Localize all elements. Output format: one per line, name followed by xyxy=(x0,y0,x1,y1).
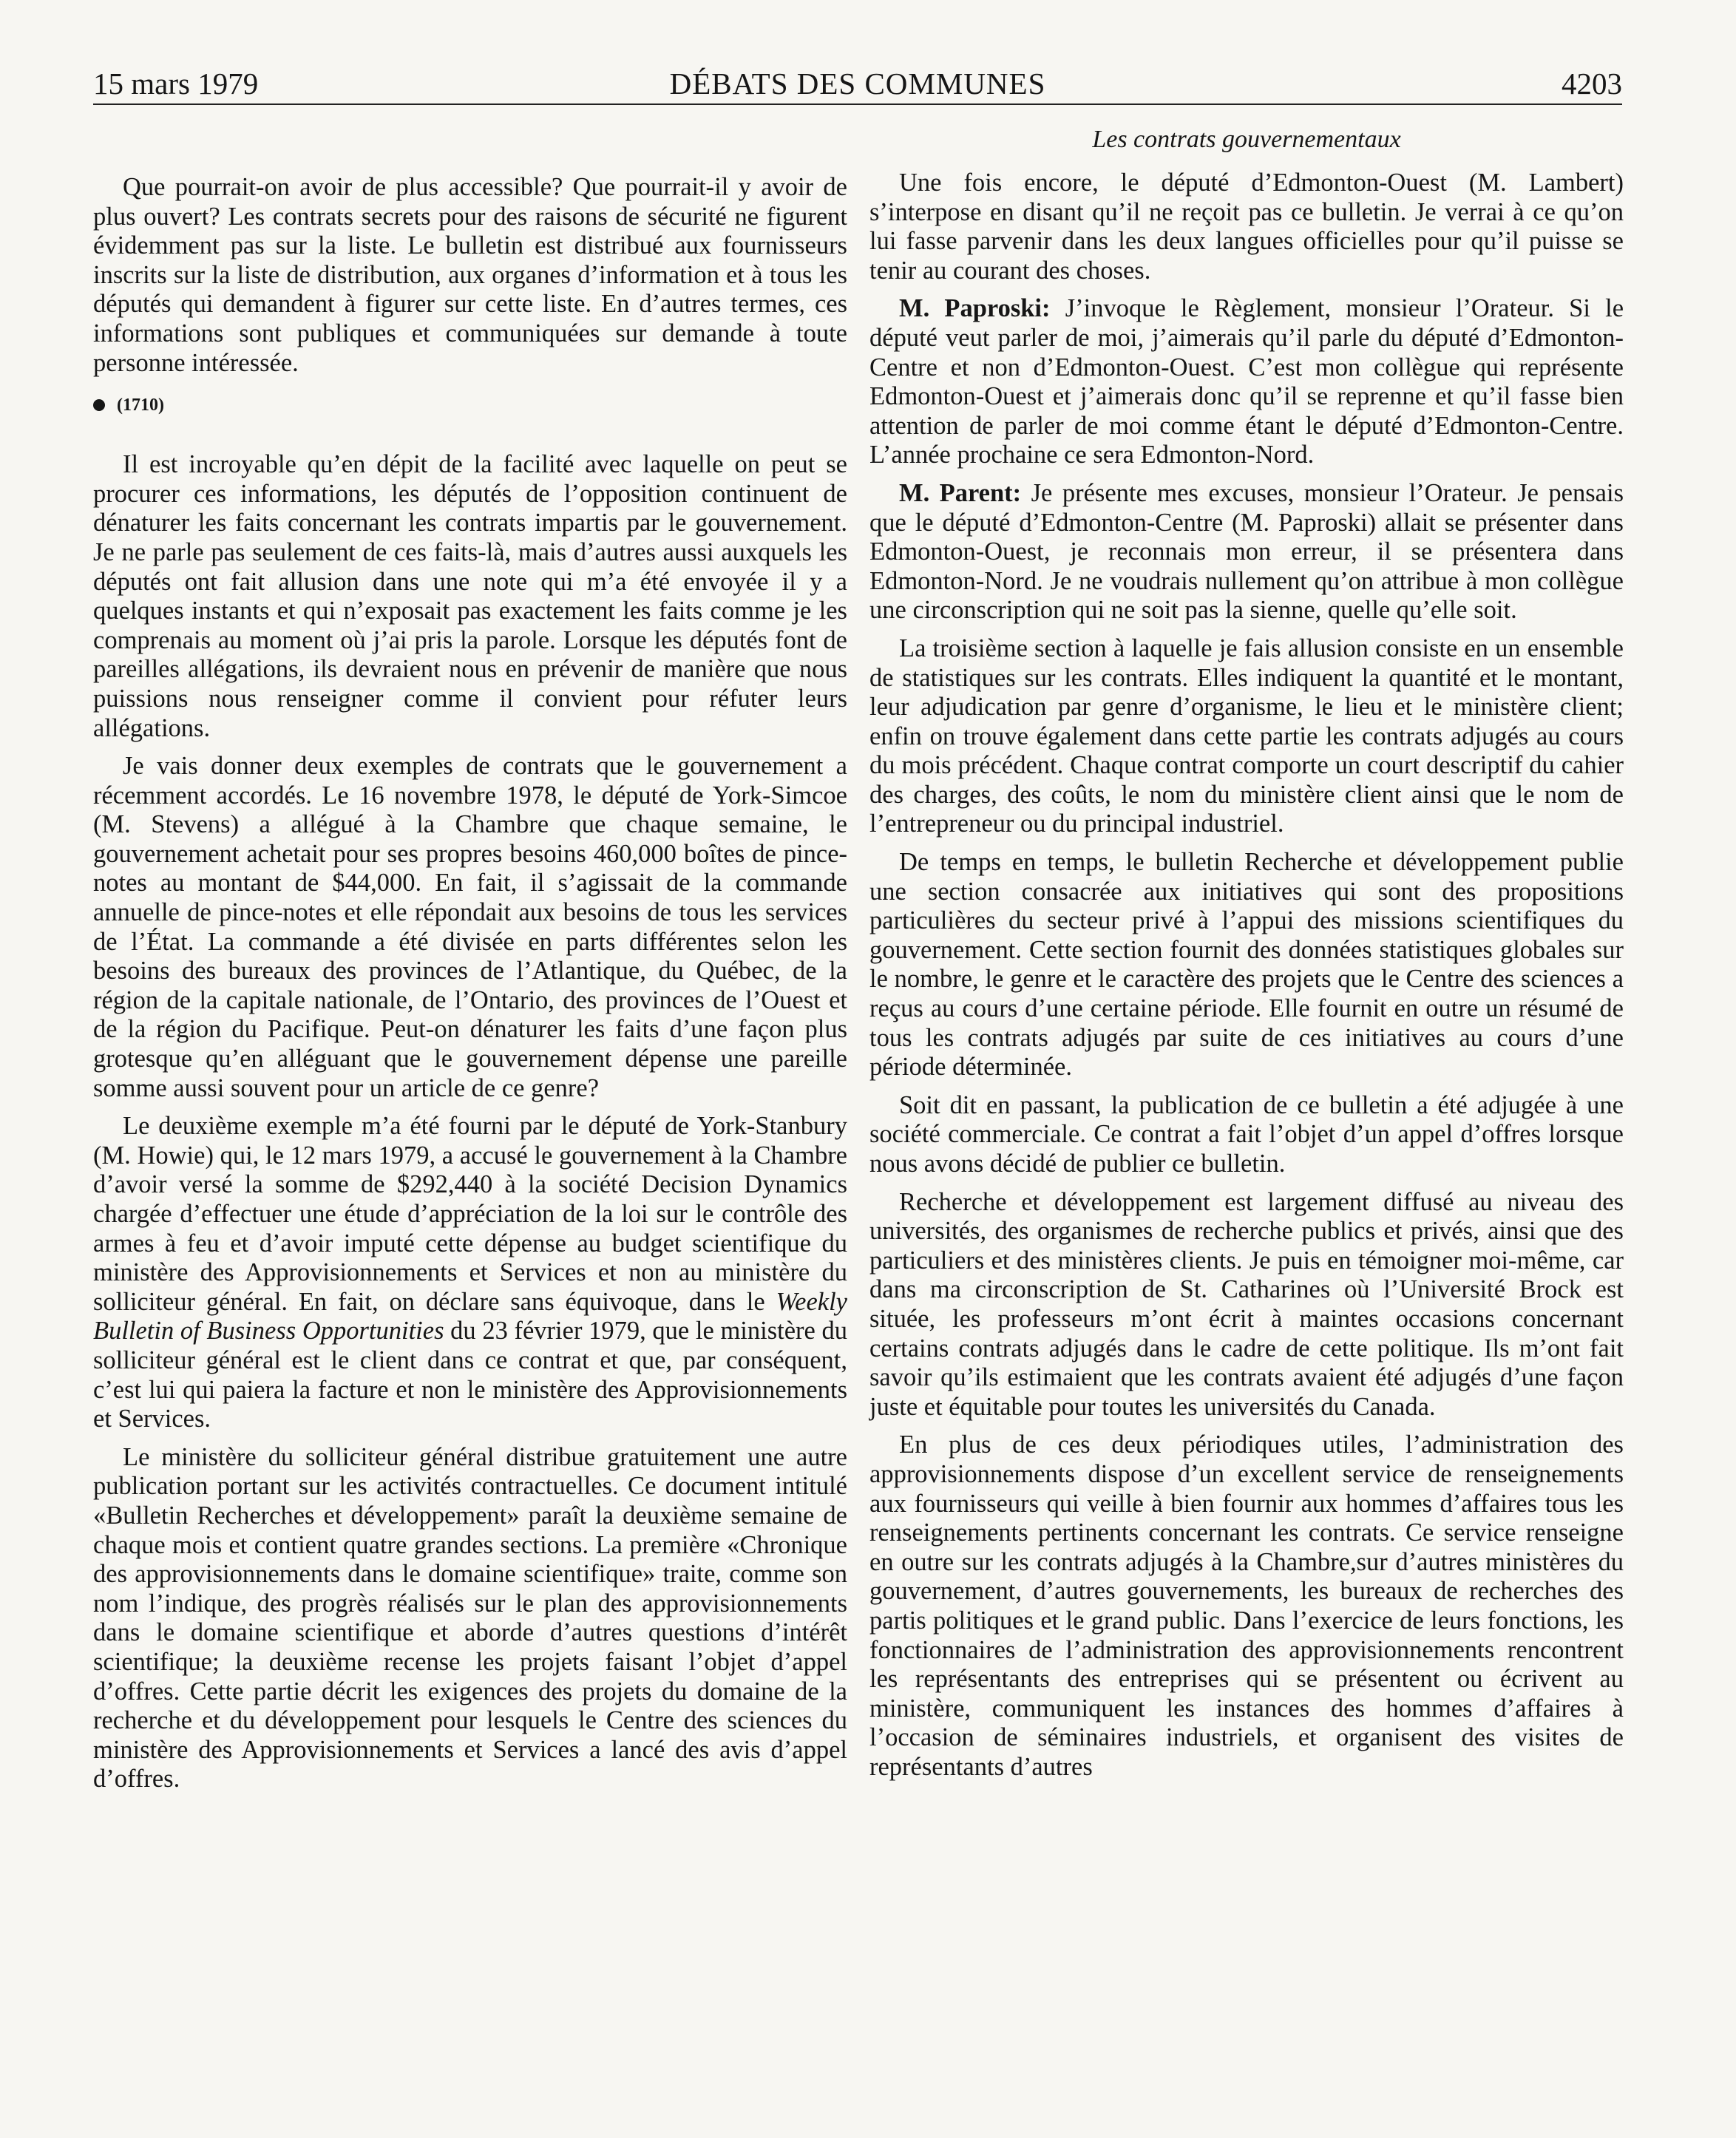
paragraph: Soit dit en passant, la publication de ce bulletin a été adjugée à une société commerciale. Ce contrat a fait l’objet d’un appel d’offres lorsque nous avons décidé de publier ce bulletin. xyxy=(869,1090,1624,1178)
paragraph-text: du 23 février 1979, que le ministère du solliciteur général est le client dans ce contrat et que, par conséquent, c’est lui qui paiera la facture et non le ministère des Approvisionnements et Services. xyxy=(93,1317,847,1433)
time-marker xyxy=(93,394,847,416)
paragraph-text: J’invoque le Règlement, monsieur l’Orateur. Si le député veut parler de moi, j’aimerais qu’il parle du député d’Edmonton-Centre et non d’Edmonton-Ouest. C’est mon collègue qui représente Edmonton-Ouest et j’aimerais donc qu’il se reprenne et qu’il fasse bien attention de parler de moi comme étant le député d’Edmonton-Centre. L’année prochaine ce sera Edmonton-Nord. xyxy=(869,294,1624,469)
paragraph: La troisième section à laquelle je fais allusion consiste en un ensemble de statistiques sur les contrats. Elles indiquent la quantité et le montant, leur adjudication par genre d’organisme, le lieu et le ministère client; enfin on trouve également dans cette partie les contrats adjugés au cours du mois précédent. Chaque contrat comporte un court descriptif du cahier des charges, des coûts, le nom du ministère client ainsi que le nom de l’entrepreneur ou du principal industriel. xyxy=(869,634,1624,838)
bullet-icon xyxy=(93,399,105,411)
paragraph xyxy=(869,294,1624,470)
paragraph: Il est incroyable qu’en dépit de la facilité avec laquelle on peut se procurer ces informations, les députés de l’opposition continuent de dénaturer les faits concernant les contrats impartis par le gouvernement. Je ne parle pas seulement de ces faits-là, mais d’autres aussi auxquels les députés ont fait allusion dans une note qui m’a été envoyée il y a quelques instants et qui n’exposait pas exactement les faits comme je les comprenais au moment où j’ai pris la parole. Lorsque les députés font de pareilles allégations, ils devraient nous en prévenir de manière que nous puissions nous renseigner comme il convient pour réfuter leurs allégations. xyxy=(93,450,847,742)
section-rubric: Les contrats gouvernementaux xyxy=(1092,126,1401,153)
header-date: 15 mars 1979 xyxy=(93,67,259,101)
left-column xyxy=(93,173,847,1803)
paragraph: En plus de ces deux périodiques utiles, l’administration des approvisionnements dispose d’un excellent service de renseignements aux fournisseurs qui veille à bien fournir aux hommes d’affaires tous les renseignements pertinents concernant les contrats. Ce service renseigne en outre sur les contrats adjugés à la Chambre,sur d’autres ministères du gouvernement, d’autres gouvernements, les bureaux de recherches des partis politiques et le grand public. Dans l’exercice de leurs fonctions, les fonctionnaires de l’administration des approvisionnements rencontrent les représentants des entreprises qui se présentent ou écrivent au ministère, communiquent les instances des hommes d’affaires à l’occasion de séminaires industriels, et organisent des visites de représentants d’autres xyxy=(869,1431,1624,1781)
right-column xyxy=(869,124,1624,1791)
time-marker-label: (1710) xyxy=(117,396,164,415)
page-header xyxy=(93,65,1622,102)
paragraph: De temps en temps, le bulletin Recherche et développement publie une section consacrée aux initiatives qui sont des propositions particulières du secteur privé à l’appui des missions scientifiques du gouvernement. Cette section fournit des données statistiques globales sur le nombre, le genre et le caractère des projets que le Centre des sciences a reçus au cours d’une certaine période. Elle fournit en outre un résumé de tous les contrats adjugés par suite de ces initiatives au cours d’une période déterminée. xyxy=(869,848,1624,1082)
paragraph: Le ministère du solliciteur général distribue gratuitement une autre publication portant sur les activités contractuelles. Ce document intitulé «Bulletin Recherches et développement» paraît la deuxième semaine de chaque mois et contient quatre grandes sections. La première «Chronique des approvisionnements dans le domaine scientifique» traite, comme son nom l’indique, des progrès réalisés sur le plan des approvisionnements dans le domaine scientifique et aborde d’autres questions d’intérêt scientifique; la deuxième recense les projets faisant l’objet d’appel d’offres. Cette partie décrit les exigences des projets du domaine de la recherche et du développement pour lesquels le Centre des sciences du ministère des Approvisionnements et Services a lancé des avis d’appel d’offres. xyxy=(93,1442,847,1793)
paragraph: Une fois encore, le député d’Edmonton-Ouest (M. Lambert) s’interpose en disant qu’il ne reçoit pas ce bulletin. Je verrai à ce qu’on lui fasse parvenir dans les deux langues officielles pour qu’il puisse se tenir au courant des choses. xyxy=(869,169,1624,285)
speaker-name: M. Parent: xyxy=(899,478,1022,507)
paragraph: Recherche et développement est largement diffusé au niveau des universités, des organismes de recherche publics et privés, ainsi que des particuliers et des ministères clients. Je puis en témoigner moi-même, car dans ma circonscription de St. Catharines où l’Université Brock est située, les professeurs m’ont écrit à maintes occasions concernant certains contrats adjugés dans le cadre de cette politique. Ils m’ont fait savoir qu’ils estimaient que les contrats avaient été adjugés d’une façon juste et équitable pour toutes les universités du Canada. xyxy=(869,1187,1624,1421)
paragraph xyxy=(869,479,1624,625)
paragraph: Que pourrait-on avoir de plus accessible? Que pourrait-il y avoir de plus ouvert? Les contrats secrets pour des raisons de sécurité ne figurent évidemment pas sur la liste. Le bulletin est distribué aux fournisseurs inscrits sur la liste de distribution, aux organes d’information et à tous les députés qui demandent à figurer sur cette liste. En d’autres termes, ces informations sont publiques et communiquées sur demande à toute personne intéressée. xyxy=(93,173,847,377)
paragraph xyxy=(93,1112,847,1434)
header-title: DÉBATS DES COMMUNES xyxy=(669,67,1046,101)
publication-title: Weekly Bulletin of Business Opportunities xyxy=(93,1287,847,1345)
header-rule xyxy=(93,103,1622,105)
speaker-name: M. Paproski: xyxy=(899,294,1051,323)
paragraph-text: Le deuxième exemple m’a été fourni par le député de York-Stanbury (M. Howie) qui, le 12 mars 1979, a accusé le gouvernement à la Chambre d’avoir versé la somme de $292,440 à la société Decision Dynamics chargée d’effectuer une étude d’appréciation de la loi sur le contrôle des armes à feu et d’avoir imputé cette dépense au budget scientifique du ministère des Approvisionnements et Services et non au ministère du solliciteur général. En fait, on déclare sans équivoque, dans le xyxy=(93,1112,847,1316)
paragraph: Je vais donner deux exemples de contrats que le gouvernement a récemment accordés. Le 16 novembre 1978, le député de York-Simcoe (M. Stevens) a allégué à la Chambre que chaque semaine, le gouvernement achetait pour ses propres besoins 460,000 boîtes de pince-notes au montant de $44,000. En fait, il s’agissait de la commande annuelle de pince-notes et elle répondait aux besoins de tous les services de l’État. La commande a été divisée en parts différentes selon les besoins des bureaux des provinces de l’Atlantique, du Québec, de la région de la capitale nationale, de l’Ontario, des provinces de l’Ouest et de la région du Pacifique. Peut-on dénaturer les faits d’une façon plus grotesque qu’en alléguant que le gouvernement dépense une pareille somme aussi souvent pour un article de ce genre? xyxy=(93,752,847,1102)
paragraph-text: Je présente mes excuses, monsieur l’Orateur. Je pensais que le député d’Edmonton-Centre (M. Paproski) allait se présenter dans Edmonton-Ouest, je reconnais mon erreur, il se présentera dans Edmonton-Nord. Je ne voudrais nullement qu’on attribue à mon collègue une circonscription qui ne soit pas la sienne, quelle qu’elle soit. xyxy=(869,478,1624,625)
page-number: 4203 xyxy=(1562,67,1622,101)
